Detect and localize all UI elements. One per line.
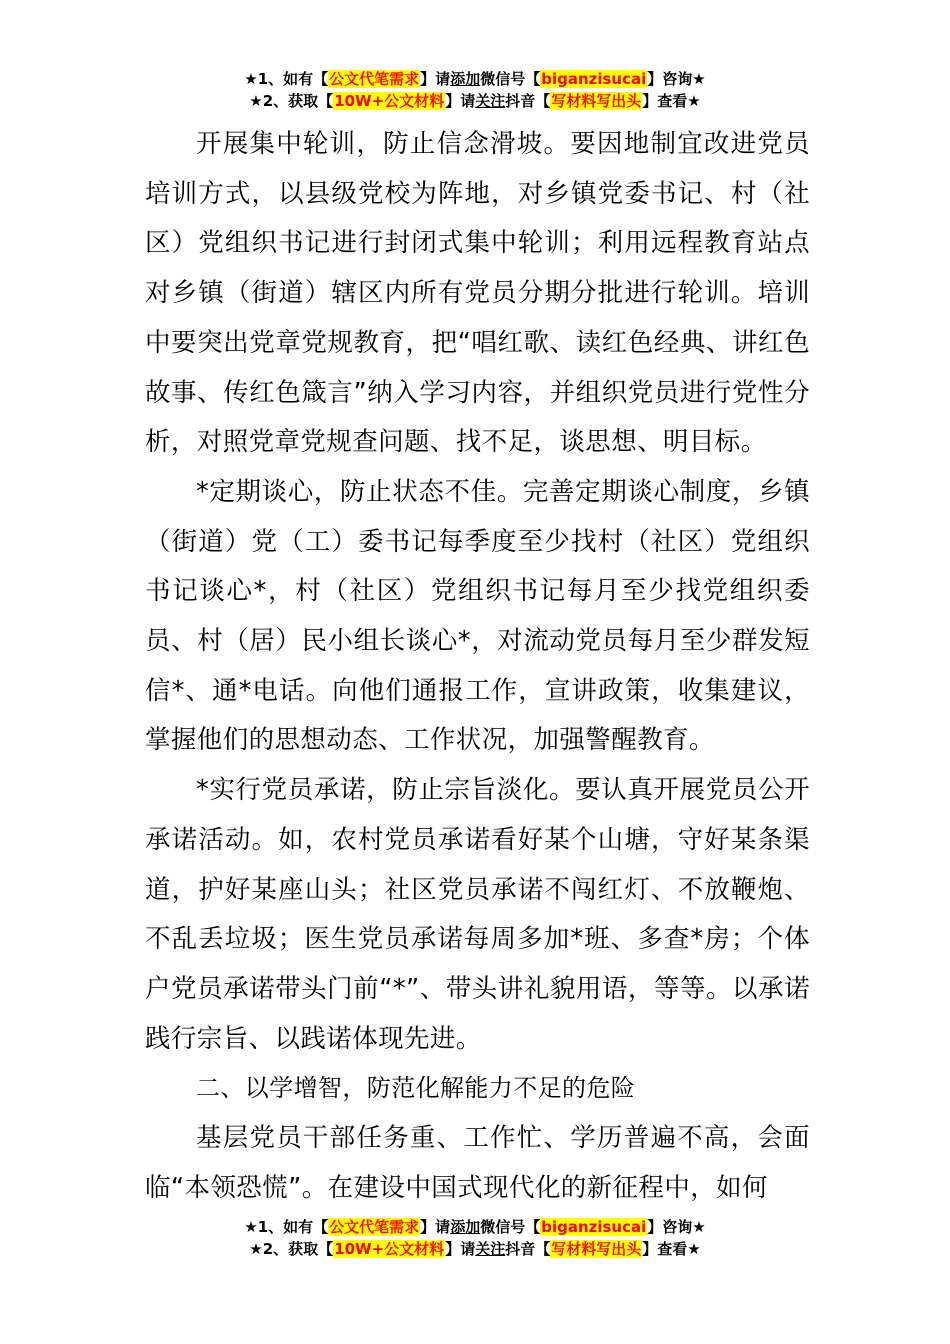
promo-text: 微信号【: [480, 1218, 541, 1236]
promo-highlight: 公文代笔需求: [329, 1218, 420, 1236]
promo-text: 抖音【: [505, 92, 551, 110]
promo-text: ★2、获取【: [249, 1240, 334, 1258]
promo-douyin-id: 写材料写出头: [551, 92, 642, 110]
document-body: [145, 120, 810, 1213]
promo-underlined: 添加: [450, 1218, 481, 1236]
promo-highlight: 公文代笔需求: [329, 70, 420, 88]
promo-line-1: [0, 1216, 950, 1238]
header-promo-banner: [0, 68, 950, 112]
promo-text: ★1、如有【: [244, 1218, 329, 1236]
promo-text: 】请: [420, 70, 451, 88]
promo-text: ★1、如有【: [244, 70, 329, 88]
promo-text: 微信号【: [480, 70, 541, 88]
promo-text: 】查看★: [642, 1240, 701, 1258]
promo-wechat-id: biganzisucai: [541, 1218, 647, 1236]
promo-underlined: 关注: [475, 92, 506, 110]
promo-text: 抖音【: [505, 1240, 551, 1258]
promo-highlight: 10W+公文材料: [334, 1240, 445, 1258]
promo-text: 】请: [445, 1240, 476, 1258]
promo-text: 】查看★: [642, 92, 701, 110]
promo-underlined: 关注: [475, 1240, 506, 1258]
paragraph-training: 开展集中轮训，防止信念滑坡。要因地制宜改进党员培训方式，以县级党校为阵地，对乡镇党委书记、村（社区）党组织书记进行封闭式集中轮训；利用远程教育站点对乡镇（街道）辖区内所有党员分期分批进行轮训。培训中要突出党章党规教育，把“唱红歌、读红色经典、讲红色故事、传红色箴言”纳入学习内容，并组织党员进行党性分析，对照党章党规查问题、找不足，谈思想、明目标。: [145, 129, 810, 458]
promo-underlined: 添加: [450, 70, 481, 88]
section-heading: 二、以学增智，防范化解能力不足的危险: [196, 1074, 636, 1103]
paragraph-commitment: *实行党员承诺，防止宗旨淡化。要认真开展党员公开承诺活动。如，农村党员承诺看好某个山塘，守好某条渠道，护好某座山头；社区党员承诺不闯红灯、不放鞭炮、不乱丢垃圾；医生党员承诺每周多加*班、多查*房；个体户党员承诺带头门前“*”、带头讲礼貌用语，等等。以承诺践行宗旨、以践诺体现先进。: [145, 775, 810, 1054]
promo-text: 】咨询★: [647, 1218, 706, 1236]
footer-promo-banner: [0, 1216, 950, 1260]
promo-line-2: [0, 90, 950, 112]
paragraph-talks: *定期谈心，防止状态不佳。完善定期谈心制度，乡镇（街道）党（工）委书记每季度至少找村（社区）党组织书记谈心*，村（社区）党组织书记每月至少找党组织委员、村（居）民小组长谈心*，对流动党员每月至少群发短信*、通*电话。向他们通报工作，宣讲政策，收集建议，掌握他们的思想动态、工作状况，加强警醒教育。: [145, 476, 810, 756]
promo-wechat-id: biganzisucai: [541, 70, 647, 88]
promo-text: 】请: [420, 1218, 451, 1236]
promo-text: 】请: [445, 92, 476, 110]
promo-line-1: [0, 68, 950, 90]
promo-douyin-id: 写材料写出头: [551, 1240, 642, 1258]
promo-text: ★2、获取【: [249, 92, 334, 110]
promo-highlight: 10W+公文材料: [334, 92, 445, 110]
promo-text: 】咨询★: [647, 70, 706, 88]
promo-line-2: [0, 1238, 950, 1260]
paragraph-capability: 基层党员干部任务重、工作忙、学历普遍不高，会面临“本领恐慌”。在建设中国式现代化的新征程中，如何: [145, 1123, 810, 1203]
